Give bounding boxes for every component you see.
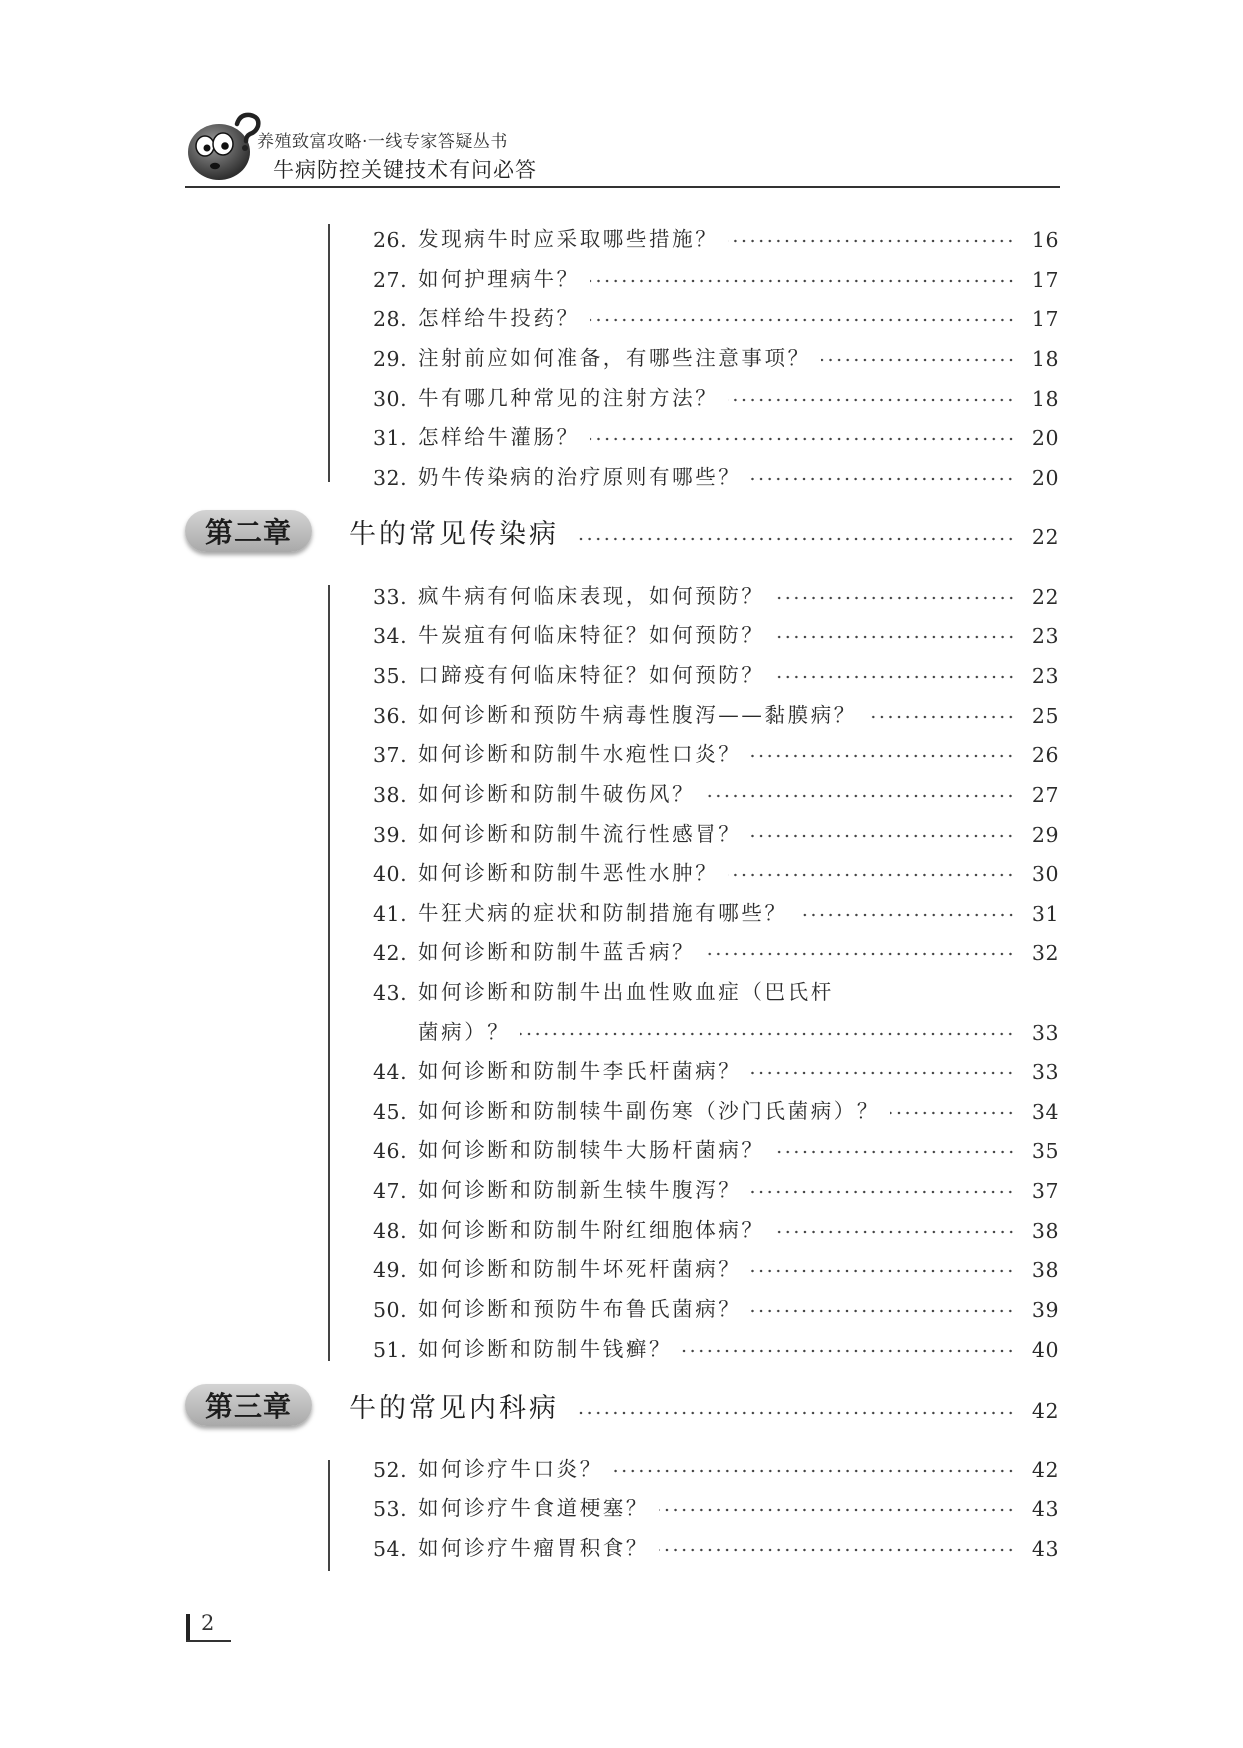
toc-entry[interactable] [373, 856, 1059, 886]
toc-entry[interactable] [373, 1292, 1059, 1322]
chapter-3-label: 第三章 [185, 1384, 312, 1426]
chapter-2-label: 第二章 [185, 510, 312, 552]
entry-number: 42. [373, 941, 408, 965]
entry-number: 44. [373, 1060, 408, 1084]
entry-title: 牛炭疽有何临床特征？如何预防？ [418, 623, 765, 647]
dot-leader [705, 793, 1015, 799]
page-number: 2 [201, 1611, 215, 1635]
entry-title: 如何诊断和防制牛破伤风？ [418, 782, 696, 806]
dot-leader [659, 1507, 1015, 1513]
entry-title: 如何诊断和预防牛布鲁氏菌病？ [418, 1297, 742, 1321]
chapter-2-heading[interactable] [349, 515, 1059, 551]
entry-title: 牛有哪几种常见的注射方法？ [418, 386, 719, 410]
dot-leader [728, 397, 1015, 403]
entry-title: 如何诊断和防制牛流行性感冒？ [418, 822, 742, 846]
toc-entry[interactable] [373, 1094, 1059, 1124]
entry-page: 20 [1031, 466, 1059, 490]
entry-number: 26. [373, 228, 408, 252]
entry-page: 35 [1031, 1139, 1059, 1163]
entry-page: 22 [1031, 585, 1059, 609]
toc-entry[interactable] [373, 460, 1059, 490]
entry-page: 18 [1031, 387, 1059, 411]
toc-entry[interactable] [373, 381, 1059, 411]
dot-leader [775, 674, 1016, 680]
entry-title-continuation: 菌病）？ [418, 1020, 511, 1044]
chapter-page: 42 [1031, 1399, 1059, 1423]
dot-leader [775, 595, 1016, 601]
dot-leader [590, 317, 1015, 323]
entry-page: 20 [1031, 426, 1059, 450]
entry-title: 如何诊断和防制新生犊牛腹泻？ [418, 1178, 742, 1202]
dot-leader [728, 872, 1015, 878]
toc-entry[interactable] [373, 262, 1059, 292]
cartoon-face-question-mark-icon [185, 110, 267, 185]
entry-page: 43 [1031, 1497, 1059, 1521]
dot-leader [705, 951, 1015, 957]
entry-number: 45. [373, 1100, 408, 1124]
dot-leader [590, 436, 1015, 442]
toc-entry[interactable] [373, 817, 1059, 847]
dot-leader [575, 536, 1015, 542]
dot-leader [798, 912, 1015, 918]
entry-number: 41. [373, 902, 408, 926]
entry-number: 47. [373, 1179, 408, 1203]
entry-title: 如何诊断和防制牛坏死杆菌病？ [418, 1257, 742, 1281]
entry-page: 16 [1031, 228, 1059, 252]
toc-entry[interactable] [373, 420, 1059, 450]
toc-entry[interactable] [373, 1173, 1059, 1203]
entry-title: 如何诊断和防制犊牛大肠杆菌病？ [418, 1138, 765, 1162]
entry-number: 53. [373, 1497, 408, 1521]
dot-leader [751, 1070, 1015, 1076]
toc-entry[interactable] [373, 1054, 1059, 1084]
toc-entry[interactable] [373, 698, 1059, 728]
folio-rule [186, 1640, 231, 1642]
entry-number: 35. [373, 664, 408, 688]
entry-title: 如何诊断和预防牛病毒性腹泻——黏膜病？ [418, 703, 857, 727]
dot-leader [751, 833, 1015, 839]
dot-leader [751, 476, 1015, 482]
entry-title: 如何诊断和防制牛水疱性口炎？ [418, 742, 742, 766]
entry-page: 31 [1031, 902, 1059, 926]
toc-vertical-bar [328, 224, 330, 482]
dot-leader [751, 753, 1015, 759]
header-rule [185, 186, 1060, 188]
toc-entry[interactable] [373, 737, 1059, 767]
entry-number: 51. [373, 1338, 408, 1362]
toc-entry[interactable] [373, 301, 1059, 331]
entry-title: 如何护理病牛？ [418, 267, 580, 291]
entry-number: 29. [373, 347, 408, 371]
entry-page: 42 [1031, 1458, 1059, 1482]
dot-leader [520, 1031, 1015, 1037]
toc-entry[interactable] [373, 222, 1059, 252]
entry-page: 34 [1031, 1100, 1059, 1124]
entry-number: 52. [373, 1458, 408, 1482]
entry-page: 37 [1031, 1179, 1059, 1203]
entry-title: 奶牛传染病的治疗原则有哪些？ [418, 465, 742, 489]
entry-number: 39. [373, 823, 408, 847]
entry-number: 36. [373, 704, 408, 728]
entry-page: 38 [1031, 1258, 1059, 1282]
chapter-3-heading[interactable] [349, 1389, 1059, 1425]
entry-title: 如何诊疗牛口炎？ [418, 1457, 603, 1481]
running-header [185, 110, 1060, 187]
entry-number: 34. [373, 624, 408, 648]
entry-page: 39 [1031, 1298, 1059, 1322]
entry-number: 32. [373, 466, 408, 490]
dot-leader [590, 278, 1015, 284]
entry-page: 26 [1031, 743, 1059, 767]
dot-leader [775, 1149, 1016, 1155]
chapter-title: 牛的常见传染病 [349, 519, 559, 550]
toc-entry[interactable] [373, 579, 1059, 609]
dot-leader [751, 1308, 1015, 1314]
dot-leader [775, 634, 1016, 640]
entry-number: 50. [373, 1298, 408, 1322]
entry-number: 48. [373, 1219, 408, 1243]
dot-leader [613, 1468, 1015, 1474]
entry-page: 33 [1031, 1021, 1059, 1045]
toc-entry[interactable] [373, 777, 1059, 807]
entry-page: 32 [1031, 941, 1059, 965]
entry-title: 怎样给牛灌肠？ [418, 425, 580, 449]
entry-page: 23 [1031, 624, 1059, 648]
entry-page: 30 [1031, 862, 1059, 886]
entry-page: 17 [1031, 268, 1059, 292]
dot-leader [659, 1547, 1015, 1553]
entry-title: 如何诊疗牛瘤胃积食？ [418, 1536, 649, 1560]
entry-number: 43. [373, 981, 408, 1005]
entry-number: 31. [373, 426, 408, 450]
toc-entry[interactable] [373, 658, 1059, 688]
toc-entry[interactable] [373, 1491, 1059, 1521]
entry-number: 49. [373, 1258, 408, 1282]
toc-entry[interactable] [373, 341, 1059, 371]
toc-entry[interactable] [373, 975, 1059, 1005]
series-title: 养殖致富攻略·一线专家答疑丛书 [257, 132, 508, 152]
dot-leader [867, 714, 1015, 720]
entry-number: 37. [373, 743, 408, 767]
entry-title: 如何诊断和防制牛钱癣？ [418, 1337, 673, 1361]
toc-vertical-bar [328, 585, 330, 1361]
chapter-page: 22 [1031, 525, 1059, 549]
entry-title: 如何诊断和防制牛出血性败血症（巴氏杆 [418, 980, 834, 1004]
entry-title: 发现病牛时应采取哪些措施？ [418, 227, 719, 251]
toc-entry[interactable] [373, 896, 1059, 926]
entry-number: 38. [373, 783, 408, 807]
book-title: 牛病防控关键技术有问必答 [273, 158, 537, 182]
entry-title: 如何诊断和防制牛蓝舌病？ [418, 940, 696, 964]
toc-entry[interactable] [373, 618, 1059, 648]
toc-entry[interactable] [373, 1213, 1059, 1243]
entry-title: 口蹄疫有何临床特征？如何预防？ [418, 663, 765, 687]
entry-page: 43 [1031, 1537, 1059, 1561]
entry-page: 29 [1031, 823, 1059, 847]
toc-vertical-bar [328, 1460, 330, 1571]
dot-leader [821, 357, 1015, 363]
entry-title: 如何诊疗牛食道梗塞？ [418, 1496, 649, 1520]
entry-page: 18 [1031, 347, 1059, 371]
dot-leader [890, 1110, 1015, 1116]
toc-entry[interactable] [373, 1531, 1059, 1561]
entry-page: 33 [1031, 1060, 1059, 1084]
entry-number: 54. [373, 1537, 408, 1561]
toc-entry[interactable] [373, 1332, 1059, 1362]
entry-page: 25 [1031, 704, 1059, 728]
entry-number: 27. [373, 268, 408, 292]
entry-number: 28. [373, 307, 408, 331]
dot-leader [575, 1410, 1015, 1416]
entry-title: 怎样给牛投药？ [418, 306, 580, 330]
entry-number: 33. [373, 585, 408, 609]
toc-entry-continuation[interactable] [418, 1015, 1059, 1045]
entry-title: 牛狂犬病的症状和防制措施有哪些？ [418, 901, 788, 925]
entry-page: 38 [1031, 1219, 1059, 1243]
entry-title: 如何诊断和防制牛恶性水肿？ [418, 861, 719, 885]
dot-leader [728, 238, 1015, 244]
dot-leader [751, 1189, 1015, 1195]
entry-page: 17 [1031, 307, 1059, 331]
dot-leader [751, 1268, 1015, 1274]
entry-title: 如何诊断和防制牛附红细胞体病？ [418, 1218, 765, 1242]
toc-entry[interactable] [373, 1452, 1059, 1482]
entry-title: 如何诊断和防制牛李氏杆菌病？ [418, 1059, 742, 1083]
entry-page: 40 [1031, 1338, 1059, 1362]
entry-number: 40. [373, 862, 408, 886]
entry-title: 注射前应如何准备，有哪些注意事项？ [418, 346, 811, 370]
chapter-title: 牛的常见内科病 [349, 1393, 559, 1424]
entry-number: 46. [373, 1139, 408, 1163]
folio-bar [186, 1614, 190, 1641]
entry-number: 30. [373, 387, 408, 411]
entry-title: 如何诊断和防制犊牛副伤寒（沙门氏菌病）？ [418, 1099, 880, 1123]
toc-entry[interactable] [373, 1133, 1059, 1163]
dot-leader [682, 1348, 1015, 1354]
toc-entry[interactable] [373, 935, 1059, 965]
entry-page: 23 [1031, 664, 1059, 688]
toc-entry[interactable] [373, 1252, 1059, 1282]
dot-leader [775, 1229, 1016, 1235]
entry-page: 27 [1031, 783, 1059, 807]
entry-title: 疯牛病有何临床表现，如何预防？ [418, 584, 765, 608]
